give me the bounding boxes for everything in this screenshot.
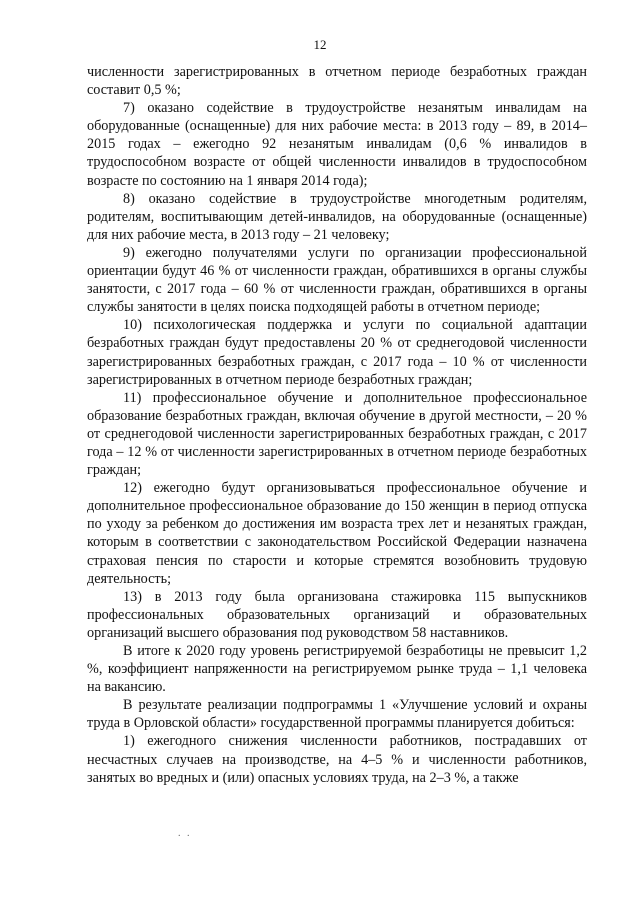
page-number: 12: [313, 37, 327, 52]
paragraph-item-8: 8) оказано содействие в трудоустройстве многодетным родителям, родителям, воспитывающим детей-инвалидов, на оборудованные (оснащенные) для них рабочие места, в 2013 году – 21 человеку;: [87, 190, 587, 243]
paragraph-item-7: 7) оказано содействие в трудоустройстве незанятым инвалидам на оборудованные (оснащенные) для них рабочие места: в 2013 году – 89, в 2014–2015 годах – ежегодно 92 незанятым инвалидам (0,6 % инвалидов в трудоспособном возрасте от общей численности инвалидов в трудоспособном возрасте по состоянию на 1 января 2014 года);: [87, 100, 587, 189]
paragraph-subprogram-intro: В результате реализации подпрограммы 1 «Улучшение условий и охраны труда в Орловской области» государственной программы планируется добиться:: [87, 697, 587, 732]
paragraph-continuation: численности зарегистрированных в отчетном периоде безработных граждан составит 0,5 %;: [87, 64, 587, 99]
paragraph-item-9: 9) ежегодно получателями услуги по организации профессиональной ориентации будут 46 % от численности граждан, обратившихся в органы службы занятости, с 2017 года – 60 % от численности граждан, обратившихся в органы службы занятости в целях поиска подходящей работы в отчетном периоде;: [87, 244, 587, 316]
paragraph-summary: В итоге к 2020 году уровень регистрируемой безработицы не превысит 1,2 %, коэффициент напряженности на регистрируемом рынке труда – 1,1 человека на вакансию.: [87, 643, 587, 696]
paragraph-item-11: 11) профессиональное обучение и дополнительное профессиональное образование безработных граждан, включая обучение в другой местности, – 20 % от среднегодовой численности зарегистрированных безработных граждан, с 2017 года – 12 % от численности зарегистрированных в отчетном периоде безработных граждан;: [87, 389, 587, 479]
body-text: [87, 63, 587, 787]
paragraph-item-13: 13) в 2013 году была организована стажировка 115 выпускников профессиональных образовательных организаций и образовательных организаций высшего образования под руководством 58 наставников.: [87, 588, 587, 641]
paragraph-item-12: 12) ежегодно будут организовываться профессиональное обучение и дополнительное профессиональное образование до 150 женщин в период отпуска по уходу за ребенком до достижения им возраста трех лет и незанятых граждан, которым в соответствии с законодательством Российской Федерации назначена страховая пенсия по старости и которые стремятся возобновить трудовую деятельность;: [87, 480, 587, 587]
scan-mark: . .: [178, 828, 192, 839]
paragraph-subprogram-item-1: 1) ежегодного снижения численности работников, пострадавших от несчастных случаев на производстве, на 4–5 % и численности работников, занятых во вредных и (или) опасных условиях труда, на 2–3 %, а также: [87, 733, 587, 786]
paragraph-item-10: 10) психологическая поддержка и услуги по социальной адаптации безработных граждан будут предоставлены 20 % от среднегодовой численности зарегистрированных безработных граждан, с 2017 года – 10 % от численности зарегистрированных в отчетном периоде безработных граждан;: [87, 317, 587, 388]
